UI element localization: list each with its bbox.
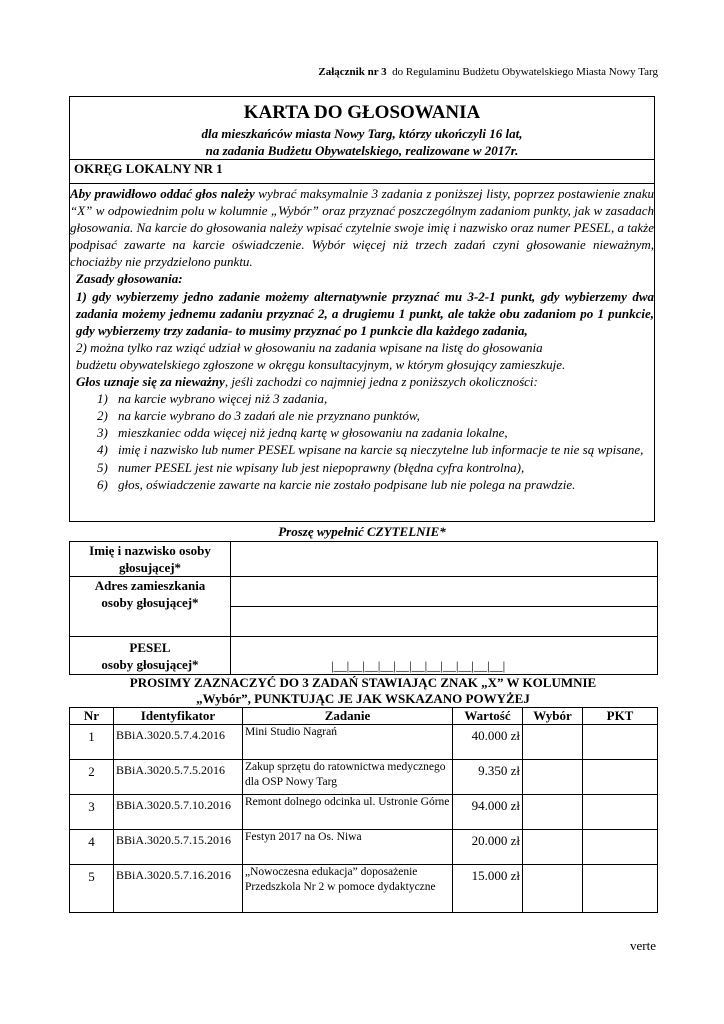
invalid-bold: Głos uznaje się za nieważny [76,374,225,390]
rule-2-line-1: 2) można tylko raz wziąć udział w głosowaniu na zadania wpisane na listę do głosowania [76,339,543,355]
task-id: BBiA.3020.5.7.4.2016 [114,725,243,760]
choice-cell[interactable] [523,830,583,865]
vote-heading-line-1: PROSIMY ZAZNACZYĆ DO 3 ZADAŃ STAWIAJĄC ZNAK „X” W KOLUMNIE [129,675,597,690]
district-label: OKRĘG LOKALNY NR 1 [74,161,223,176]
task-name: Mini Studio Nagrań [243,725,453,760]
tasks-header-row [70,708,658,725]
invalid-item [70,459,654,476]
instructions-intro [70,185,654,270]
tasks-table [69,707,658,913]
pesel-label-line-1: PESEL [129,639,171,655]
task-value: 9.350 zł [453,760,523,795]
table-row [70,795,658,830]
name-label [70,542,231,577]
task-value: 20.000 zł [453,830,523,865]
voter-table [69,541,658,675]
rules-title: Zasady głosowania: [76,271,183,287]
name-field[interactable] [231,542,658,577]
invalid-item [70,441,654,458]
task-name: „Nowoczesna edukacja” doposażenie Przedszkola Nr 2 w pomoce dydaktyczne [243,865,453,913]
task-value: 94.000 zł [453,795,523,830]
annex-note [318,66,658,78]
table-row [70,830,658,865]
annex-text: do Regulaminu Budżetu Obywatelskiego Miasta Nowy Targ [392,66,658,78]
address-field-line-1[interactable] [231,577,658,607]
invalid-text: , jeśli zachodzi co najmniej jedna z poniższych okoliczności: [224,374,538,390]
choice-cell[interactable] [523,725,583,760]
item-number: 3) [97,425,108,441]
rule-2 [70,339,654,373]
col-header-id: Identyfikator [114,708,243,725]
name-label-line-1: Imię i nazwisko osoby [89,543,211,558]
pesel-label-line-2: osoby głosującej* [101,656,199,672]
invalid-heading [70,373,654,390]
invalid-item [70,424,654,441]
address-label [70,577,231,637]
task-value: 15.000 zł [453,865,523,913]
intro-bold: Aby prawidłowo oddać głos należy [70,186,255,201]
invalid-item [70,476,654,493]
address-field-line-2[interactable] [231,607,658,637]
subtitle-line-2: na zadania Budżetu Obywatelskiego, realizowane w 2017r. [205,143,519,158]
col-header-task: Zadanie [243,708,453,725]
task-id: BBiA.3020.5.7.16.2016 [114,865,243,913]
points-cell[interactable] [583,725,658,760]
item-text: mieszkaniec odda więcej niż jedną kartę w głosowaniu na zadania lokalne, [118,425,508,441]
rule-2-line-2: budżetu obywatelskiego zgłoszone w okręgu konsultacyjnym, w którym głosujący zamieszkuje. [76,356,566,372]
item-text: głos, oświadczenie zawarte na karcie nie zostało podpisane lub nie polega na prawdzie. [118,476,576,492]
vote-heading-line-2: „Wybór”, PUNKTUJĄC JE JAK WSKAZANO POWYŻEJ [196,691,530,706]
annex-number: Załącznik nr 3 [318,66,387,78]
item-number: 5) [97,459,108,475]
task-id: BBiA.3020.5.7.15.2016 [114,830,243,865]
task-nr: 3 [70,795,114,830]
instructions [70,185,654,493]
points-cell[interactable] [583,795,658,830]
divider [70,159,654,160]
invalid-item [70,407,654,424]
task-value: 40.000 zł [453,725,523,760]
header-box [69,96,655,522]
task-nr: 2 [70,760,114,795]
item-number: 2) [97,408,108,424]
subtitle-line-1: dla mieszkańców miasta Nowy Targ, którzy ukończyli 16 lat, [201,126,523,141]
task-nr: 1 [70,725,114,760]
table-row [70,865,658,913]
fill-instruction: Proszę wypełnić CZYTELNIE* [278,524,446,539]
choice-cell[interactable] [523,760,583,795]
item-text: na karcie wybrano do 3 zadań ale nie przyznano punktów, [118,408,420,424]
table-row [70,725,658,760]
item-text: numer PESEL jest nie wpisany lub jest niepoprawny (błędna cyfra kontrolna), [118,459,525,475]
address-label-line-2: osoby głosującej* [101,595,199,610]
item-number: 4) [97,442,108,458]
invalid-item [70,390,654,407]
task-nr: 4 [70,830,114,865]
vote-heading [69,675,657,707]
intro-text: wybrać maksymalnie 3 zadania z poniższej listy, poprzez postawienie znaku “X” w odpowiednim polu w kolumnie „Wybór” oraz przyznać poszczególnym zadaniom punkty, jak w zasadach głosowania. Na karcie do głosowania należy wpisać czytelnie swoje imię i nazwisko oraz numer PESEL, a także podpisać zawarte na karcie oświadczenie. Wybór więcej niż trzech zadań czyni głosowanie nieważnym, chociażby nie przydzielono punktu. [70,186,655,270]
points-cell[interactable] [583,760,658,795]
item-text: na karcie wybrano więcej niż 3 zadania, [118,391,328,407]
choice-cell[interactable] [523,795,583,830]
points-cell[interactable] [583,830,658,865]
task-name: Festyn 2017 na Os. Niwa [243,830,453,865]
col-header-value: Wartość [453,708,523,725]
ballot-subtitle [70,125,654,159]
task-name: Zakup sprzętu do ratownictwa medycznego dla OSP Nowy Targ [243,760,453,795]
verte-note: verte [630,938,656,953]
task-name: Remont dolnego odcinka ul. Ustronie Górne [243,795,453,830]
name-label-line-2: głosującej* [118,560,182,575]
divider [70,183,654,184]
item-text: imię i nazwisko lub numer PESEL wpisane na karcie są nieczytelne lub informacje te nie są wpisane, [118,442,644,458]
task-id: BBiA.3020.5.7.10.2016 [114,795,243,830]
task-nr: 5 [70,865,114,913]
address-label-line-1: Adres zamieszkania [94,578,206,593]
ballot-title: KARTA DO GŁOSOWANIA [243,102,481,123]
invalid-list [70,390,654,493]
item-number: 1) [97,391,108,407]
rule-1: 1) gdy wybierzemy jedno zadanie możemy alternatywnie przyznać mu 3-2-1 punkt, gdy wybierzemy dwa zadania możemy jednemu zadaniu przyznać 2, a drugiemu 1 punkt, ale także obu zadaniom po 1 punkcie, gdy wybierzemy trzy zadania- to musimy przyznać po 1 punkcie dla każdego zadania, [76,288,654,338]
table-row [70,760,658,795]
col-header-nr: Nr [70,708,114,725]
pesel-label [70,637,231,675]
pesel-field[interactable]: |__|__|__|__|__|__|__|__|__|__|__| [231,637,658,675]
task-id: BBiA.3020.5.7.5.2016 [114,760,243,795]
choice-cell[interactable] [523,865,583,913]
item-number: 6) [97,476,108,492]
col-header-points: PKT [583,708,658,725]
points-cell[interactable] [583,865,658,913]
col-header-choice: Wybór [523,708,583,725]
